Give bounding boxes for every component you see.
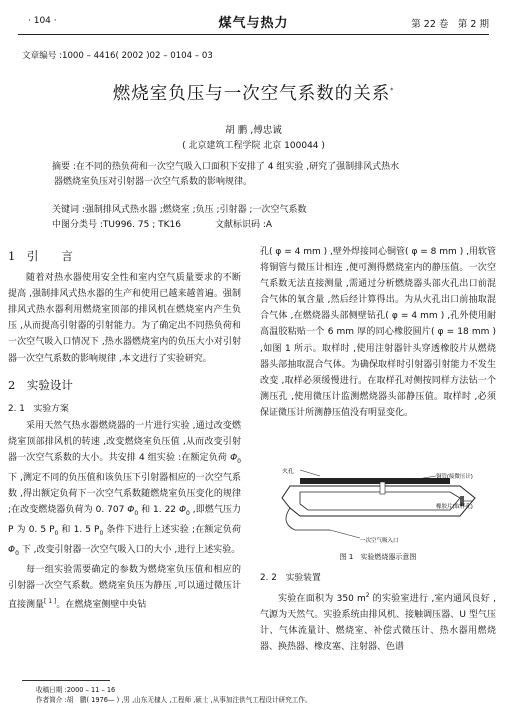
page-number: · 104 · (28, 16, 57, 26)
article-id: 文章编号 :1000 – 4416( 2002 )02 – 0104 – 03 (22, 51, 213, 61)
phi-symbol: Φ (127, 505, 135, 516)
subscript: 0 (237, 457, 241, 465)
primary-air-inlet (286, 508, 330, 530)
figure-1-burner-diagram (260, 468, 496, 548)
subscript: 0 (54, 529, 59, 537)
authors: 胡 鹏 ,傅忠诚 (225, 125, 282, 136)
section-2-1-title: 2. 1 实验方案 (8, 403, 69, 414)
label-fire-port: 火孔 (282, 469, 295, 475)
section-2-1-paragraph-2 (8, 562, 241, 613)
text-run: 下 ,改变引射器一次空气吸入口的大小 ,进行上述实验。 (18, 544, 241, 555)
label-rubber-disc: 橡胶片(取样孔) (436, 504, 473, 510)
title-mark: * (390, 87, 395, 95)
text-run: 。在燃烧室侧壁中央钻 (56, 599, 147, 610)
text-run: 和 1. 5 P (58, 525, 100, 535)
text-run: 采用天然气热水器燃烧器的一片进行实验 ,通过改变燃烧室顶部排风机的转速 ,改变燃烧室负压值 ,从而改变引射器一次空气系数的大小。共安排 4 组实验 :在额定负荷 (8, 420, 241, 464)
affiliation: ( 北京建筑工程学院 北京 100044 ) (182, 141, 325, 151)
text-run: 实验在面积为 350 m (278, 594, 366, 605)
document-code: 文献标识码 :A (215, 220, 273, 230)
volume-issue: 第 22 卷 第 2 期 (411, 19, 489, 30)
subscript: 0 (99, 529, 104, 537)
flame-ports (300, 478, 450, 484)
leader-line-primary (330, 530, 360, 538)
copper-tube (380, 482, 385, 494)
subscript: 0 (186, 509, 190, 517)
subscript: 0 (15, 549, 19, 557)
journal-name: 煤气与热力 (218, 16, 289, 31)
burner-body (282, 486, 475, 516)
abstract (52, 160, 472, 189)
abstract-line-1: 摘要 :在不同的热负荷和一次空气吸入口面积下安排了 4 组实验 ,研究了强制排风式热水 (52, 162, 400, 172)
citation: [ 1 ] (44, 597, 57, 605)
text-run: 和 1. 22 (138, 505, 179, 516)
section-2-2-title: 2. 2 实验装置 (260, 573, 321, 583)
footnote-rule (22, 680, 110, 681)
label-copper-tube: 铜管(接微压计) (436, 474, 473, 480)
section-2-2-paragraph (260, 588, 496, 655)
leader-line-fire (300, 470, 320, 476)
text-run: 的实验室进行 ,室内通风良好 ,气源为天然气。实验系统由排风机、接触调压器、U 型气压计、气体流量计、燃烧室、补偿式微压计、热水器用燃烧器、换热器、橡皮塞、注射器、色谱 (260, 594, 496, 653)
right-column-bottom (260, 570, 496, 655)
superscript: 2 (365, 592, 370, 600)
text-run: ,即燃气压力 P 为 0. 5 P (8, 505, 241, 535)
section-2-1-paragraph-1 (8, 418, 241, 562)
section-1-title: 1 引 言 (8, 249, 73, 263)
text-run: 每一组实验需要确定的参数为燃烧室负压值和相应的引射器一次空气系数。燃烧室负压为静压 ,可以通过微压计直接测量 (8, 564, 241, 610)
phi-symbol: Φ (8, 544, 16, 555)
header-rule (18, 34, 489, 35)
section-2-title: 2 实验设计 (8, 377, 73, 392)
footnote-received: 收稿日期 :2000 – 11 – 16 (36, 686, 116, 694)
subscript: 0 (134, 509, 139, 517)
right-paragraph-1: 孔( φ = 4 mm ) ,壁外焊接同心铜管( φ = 8 mm ) ,用软管将铜管与微压计相连 ,便可测得燃烧室内的静压值。一次空气系数无法直接测量 ,需通过分析燃烧器头部火孔出口前混合气体的氧含量 ,然后经计算得出。为从火孔出口前抽取混合气体 ,在燃烧器头部侧壁钻孔( φ = 4 mm ) ,孔外使用耐高温胶粘贴一个 6 mm 厚的同心橡胶圆片( φ = 18 mm ) ,如图 1 所示。取样时 ,使用注射器针头穿透橡胶片从燃烧器头部抽取混合气体。为确保取样时引射器引射能力不发生改变 ,取样必须缓慢进行。在取样孔对侧按同样方法钻一个测压孔 ,使用微压计监测燃烧器头部静压值。取样时 ,必须保证微压计所测静压值没有明显变化。 (260, 247, 496, 418)
text-run: 下 ,测定不同的负压值和该负压下引射器相应的一次空气系数 ,得出额定负荷下一次空气系数随燃烧室负压变化的规律 ;在改变燃烧器负荷为 0. 707 (8, 472, 241, 516)
article-title (0, 80, 507, 105)
left-column (8, 248, 241, 613)
classification: 中图分类号 :TU996. 75 ; TK16 (52, 220, 181, 230)
section-1-paragraph: 随着对热水器使用安全性和室内空气质量要求的不断提高 ,强制排风式热水器的生产和使用已越来越普遍。强制排风式热水器利用燃烧室顶部的排风机在燃烧室内产生负压 ,从而提高引射器的引射能力。为了确定出不同热负荷和一次空气吸入口情况下 ,热水器燃烧室内的负压大小对引射器一次空气系数的影响规律 ,本文进行了实验研究。 (8, 273, 241, 364)
figure-1-caption: 图 1 实验燃烧器示意图 (339, 553, 417, 561)
text-run: 条件下进行上述实验 ;在额定负荷 (103, 525, 241, 535)
keywords: 关键词 :强制排风式热水器 ;燃烧室 ;负压 ;引射器 ;一次空气系数 (52, 205, 307, 215)
footnote-author: 作者简介 :胡 鹏( 1976— ) ,男 ,山东无棣人 ,工程师 ,硕士 ,从事加注供气工程设计研究工作。 (36, 696, 312, 704)
title-text: 燃烧室负压与一次空气系数的关系 (112, 84, 391, 104)
right-column-top (260, 244, 496, 421)
phi-symbol: Φ (178, 505, 187, 516)
phi-symbol: Φ (230, 453, 238, 464)
abstract-line-2: 器燃烧室负压对引射器一次空气系数的影响规律。 (54, 176, 253, 187)
label-primary-air: 一次空气吸入口 (360, 538, 399, 544)
